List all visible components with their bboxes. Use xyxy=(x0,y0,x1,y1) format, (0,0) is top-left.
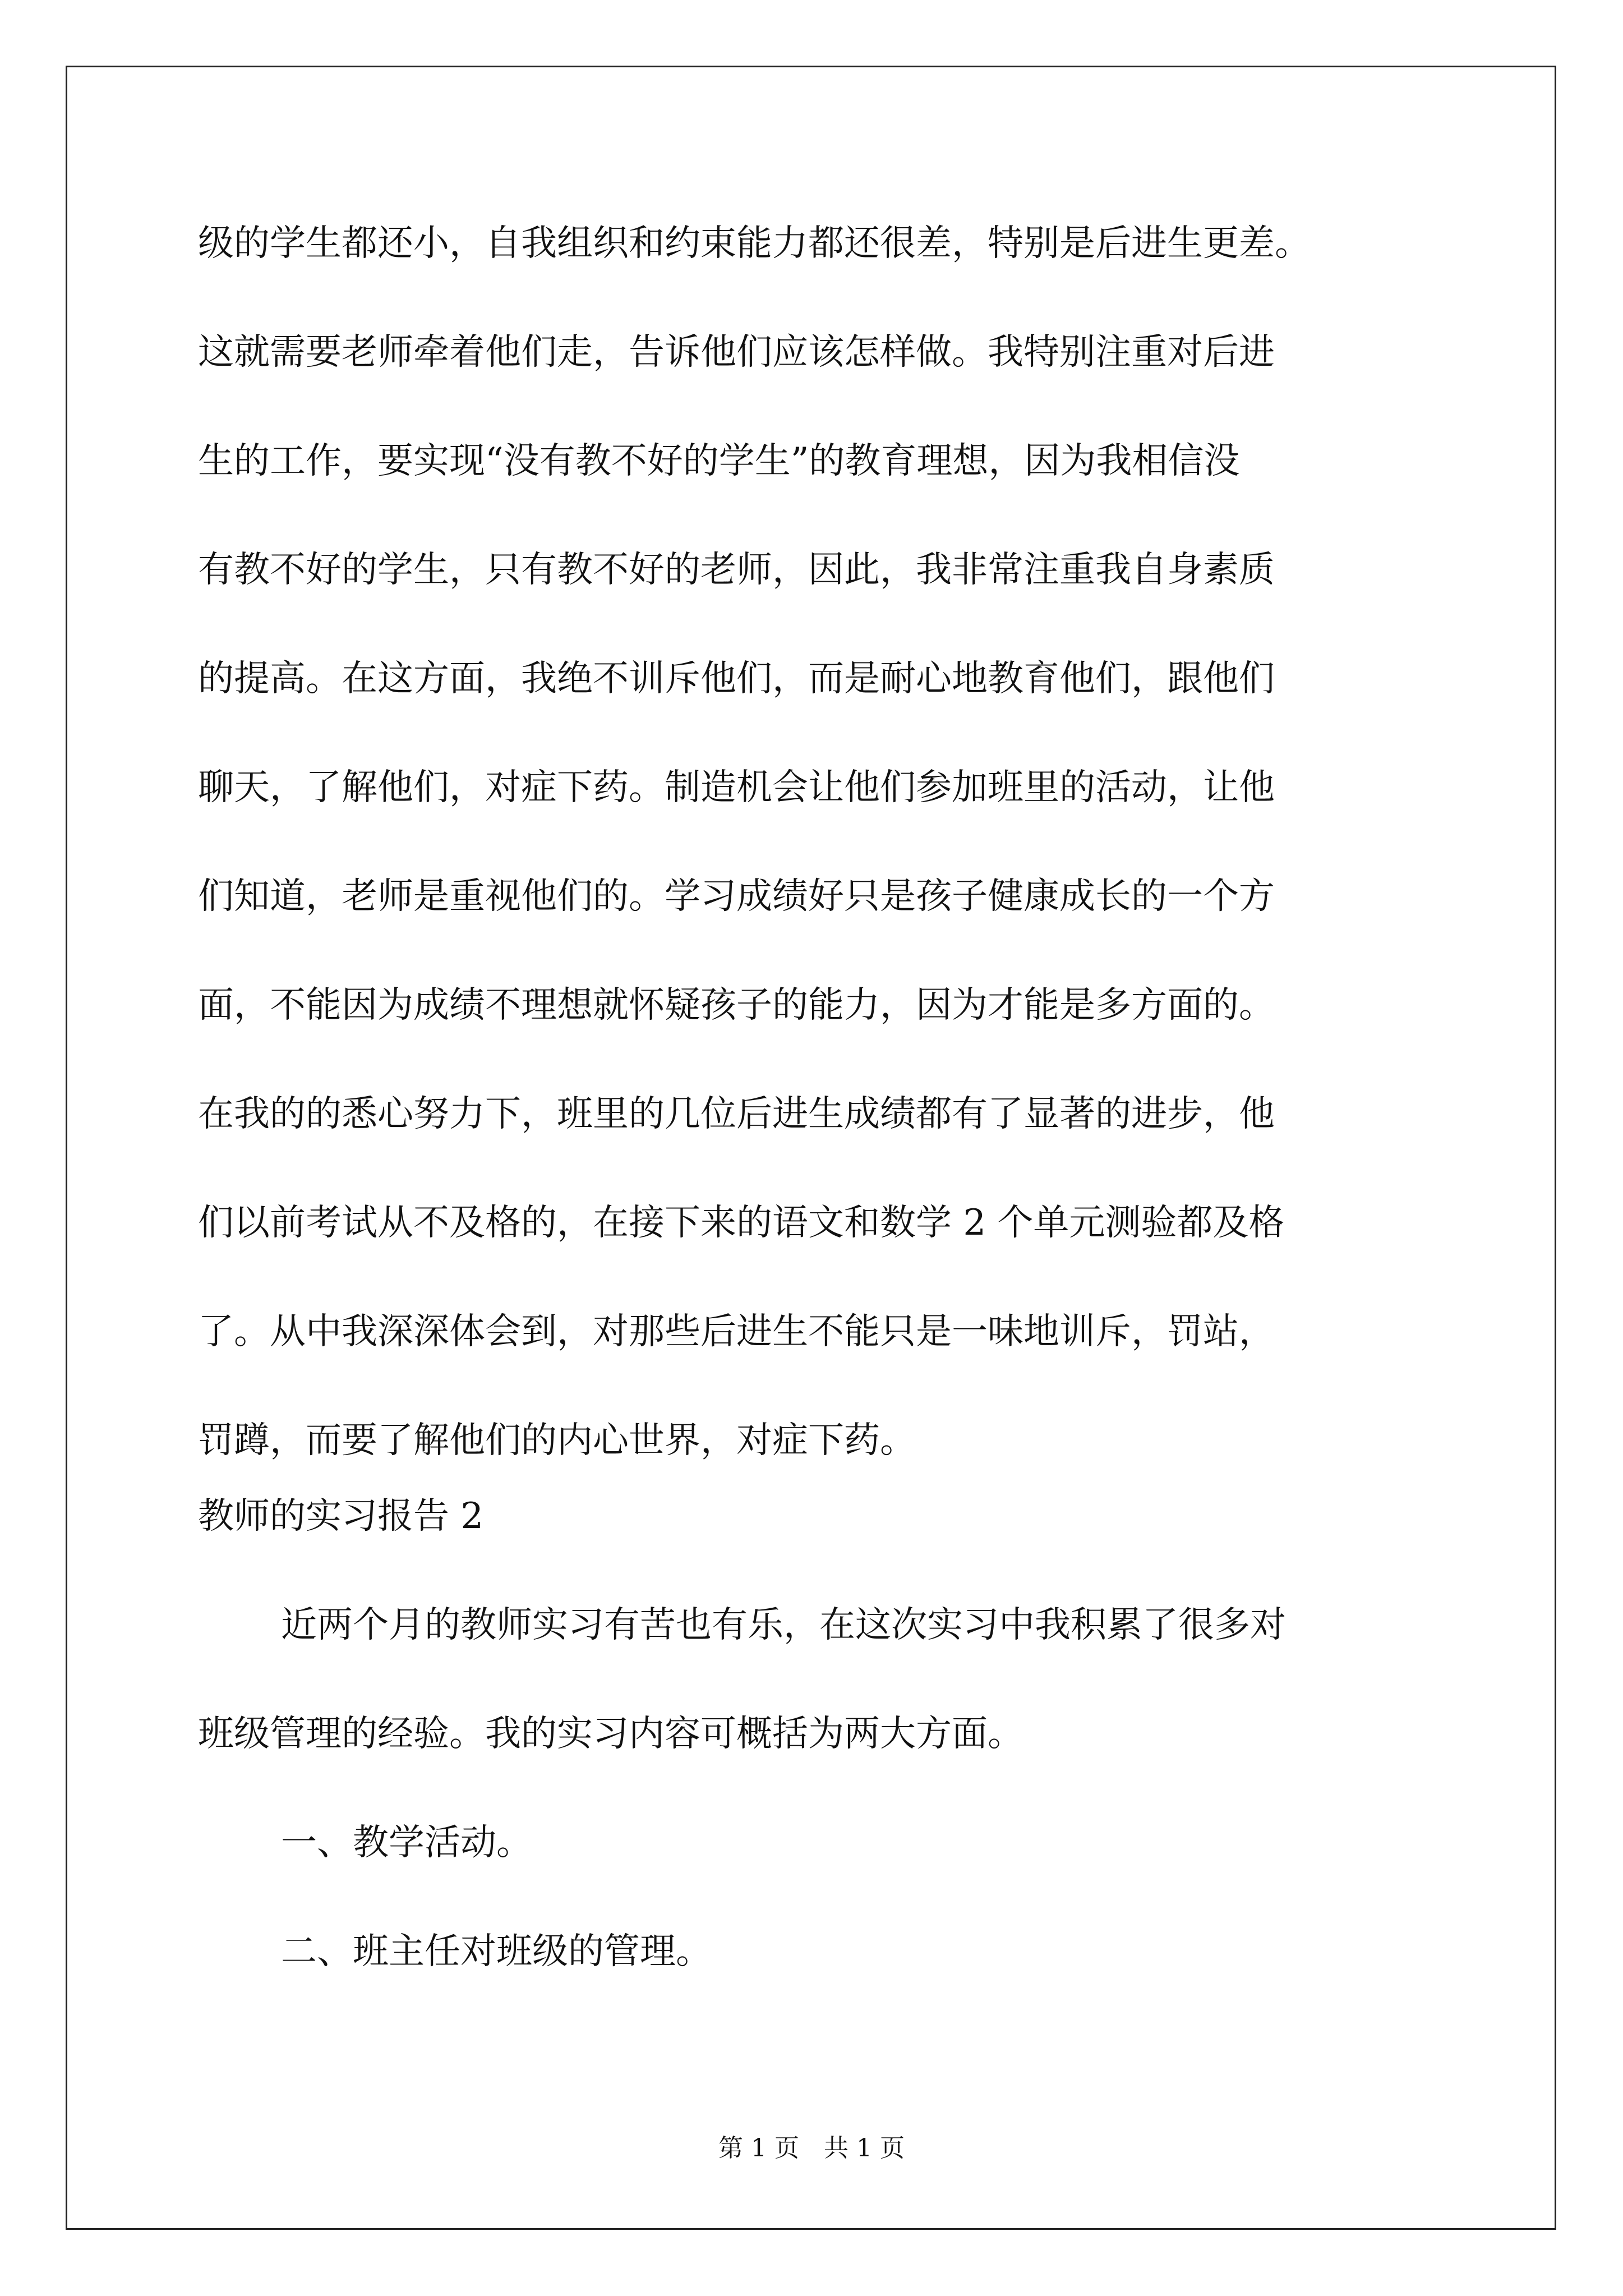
intro-line: 班级管理的经验。我的实习内容可概括为两大方面。 xyxy=(198,1713,1023,1755)
paragraph-line: 聊天，了解他们，对症下药。制造机会让他们参加班里的活动，让他 xyxy=(198,767,1275,808)
paragraph-line: 罚蹲，而要了解他们的内心世界，对症下药。 xyxy=(198,1420,916,1461)
paragraph-line: 们以前考试从不及格的，在接下来的语文和数学 2 个单元测验都及格 xyxy=(198,1202,1285,1244)
paragraph-line: 了。从中我深深体会到，对那些后进生不能只是一味地训斥，罚站， xyxy=(198,1311,1275,1352)
paragraph-line: 的提高。在这方面，我绝不训斥他们，而是耐心地教育他们，跟他们 xyxy=(198,658,1275,700)
paragraph-line: 级的学生都还小，自我组织和约束能力都还很差，特别是后进生更差。 xyxy=(198,223,1311,264)
intro-line: 近两个月的教师实习有苦也有乐，在这次实习中我积累了很多对 xyxy=(281,1604,1286,1646)
list-item: 二、班主任对班级的管理。 xyxy=(281,1931,712,1972)
list-item: 一、教学活动。 xyxy=(281,1822,532,1864)
section-heading: 教师的实习报告 2 xyxy=(198,1496,484,1537)
paragraph-line: 生的工作，要实现“没有教不好的学生”的教育理想，因为我相信没 xyxy=(198,440,1240,482)
document-body xyxy=(198,212,1437,2029)
paragraph-line: 这就需要老师牵着他们走，告诉他们应该怎样做。我特别注重对后进 xyxy=(198,332,1275,373)
page-number-footer: 第 1 页 共 1 页 xyxy=(718,2134,905,2162)
paragraph-line: 在我的的悉心努力下，班里的几位后进生成绩都有了显著的进步，他 xyxy=(198,1093,1275,1135)
paragraph-line: 面，不能因为成绩不理想就怀疑孩子的能力，因为才能是多方面的。 xyxy=(198,984,1275,1026)
paragraph-line: 们知道，老师是重视他们的。学习成绩好只是孩子健康成长的一个方 xyxy=(198,876,1275,917)
paragraph-line: 有教不好的学生，只有教不好的老师，因此，我非常注重我自身素质 xyxy=(198,549,1275,591)
